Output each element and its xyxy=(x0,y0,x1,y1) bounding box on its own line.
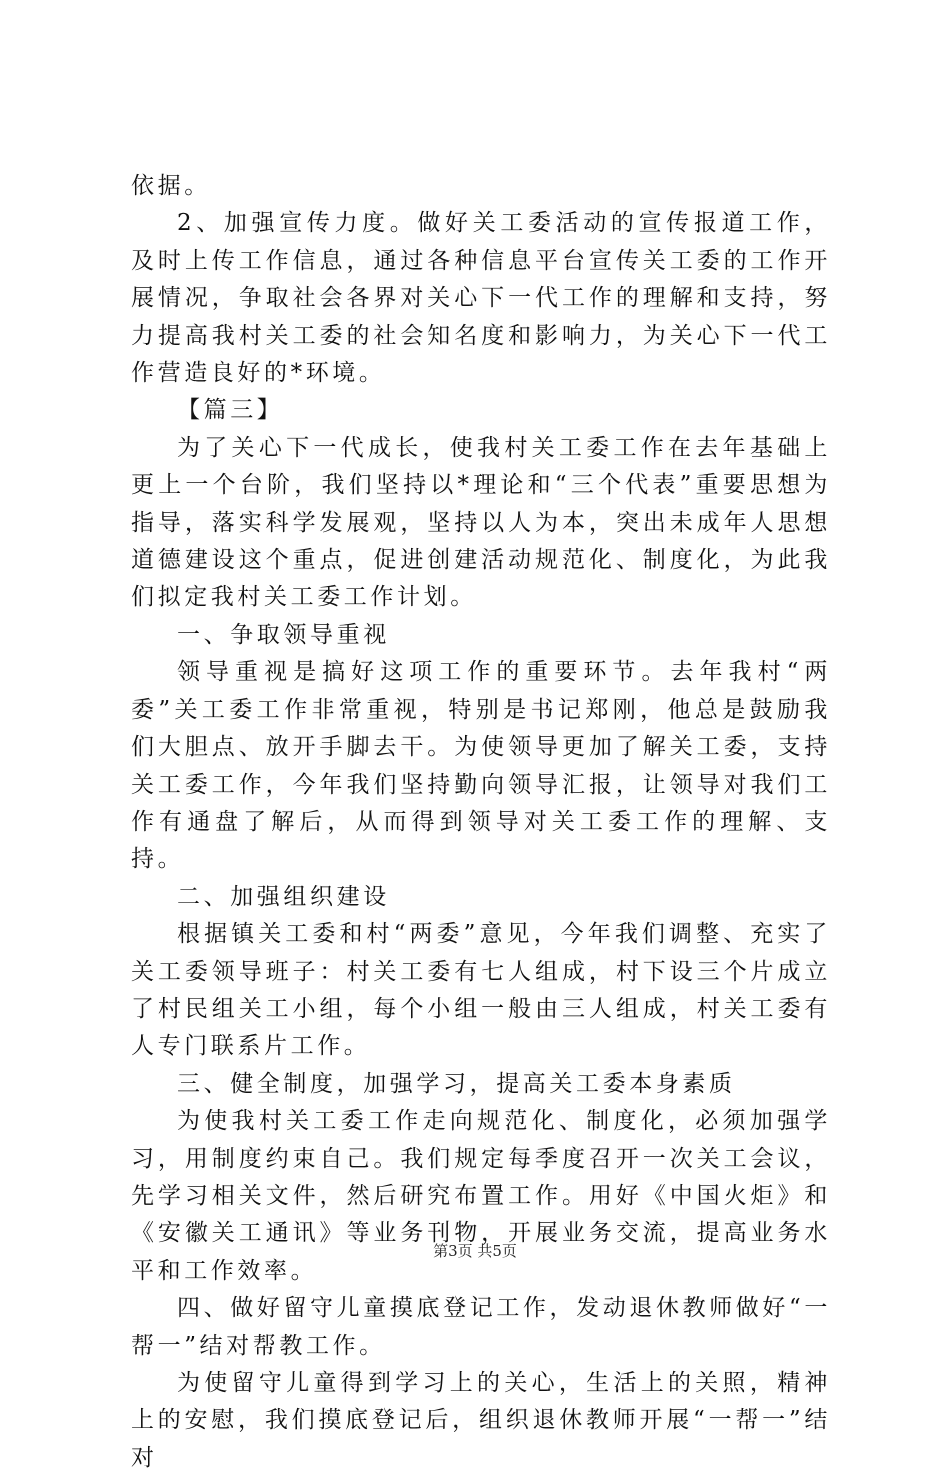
paragraph-intro: 为了关心下一代成长，使我村关工委工作在去年基础上更上一个台阶，我们坚持以*理论和“三个代表”重要思想为指导，落实科学发展观，坚持以人为本，突出未成年人思想道德建设这个重点，促进创建活动规范化、制度化，为此我们拟定我村关工委工作计划。 xyxy=(131,434,831,611)
heading-organization: 二、加强组织建设 xyxy=(177,883,390,910)
section-heading-part-three: 【篇三】 xyxy=(177,397,284,424)
heading-leadership: 一、争取领导重视 xyxy=(177,621,390,648)
paragraph-system-study: 为使我村关工委工作走向规范化、制度化，必须加强学习，用制度约束自己。我们规定每季度召开一次关工会议，先学习相关文件，然后研究布置工作。用好《中国火炬》和《安徽关工通讯》等业务刊物，开展业务交流，提高业务水平和工作效率。 xyxy=(131,1108,831,1284)
paragraph-continuation: 依据。 xyxy=(131,173,211,199)
paragraph-organization: 根据镇关工委和村“两委”意见，今年我们调整、充实了关工委领导班子：村关工委有七人组成，村下设三个片成立了村民组关工小组，每个小组一般由三人组成，村关工委有人专门联系片工作。 xyxy=(131,921,831,1060)
heading-system-study: 三、健全制度，加强学习，提高关工委本身素质 xyxy=(177,1070,736,1097)
page-number-footer: 第3页 共5页 xyxy=(433,1242,517,1260)
document-body xyxy=(131,168,831,1477)
heading-left-behind-children: 四、做好留守儿童摸底登记工作，发动退休教师做好“一帮一”结对帮教工作。 xyxy=(131,1295,831,1359)
paragraph-left-behind-children: 为使留守儿童得到学习上的关心，生活上的关照，精神上的安慰，我们摸底登记后，组织退休教师开展“一帮一”结对 xyxy=(131,1370,831,1471)
paragraph-publicity: 2、加强宣传力度。做好关工委活动的宣传报道工作，及时上传工作信息，通过各种信息平台宣传关工委的工作开展情况，争取社会各界对关心下一代工作的理解和支持，努力提高我村关工委的社会知名度和影响力，为关心下一代工作营造良好的*环境。 xyxy=(131,210,831,387)
paragraph-leadership: 领导重视是搞好这项工作的重要环节。去年我村“两委”关工委工作非常重视，特别是书记郑刚，他总是鼓励我们大胆点、放开手脚去干。为使领导更加了解关工委，支持关工委工作，今年我们坚持勤向领导汇报，让领导对我们工作有通盘了解后，从而得到领导对关工委工作的理解、支持。 xyxy=(131,659,831,873)
